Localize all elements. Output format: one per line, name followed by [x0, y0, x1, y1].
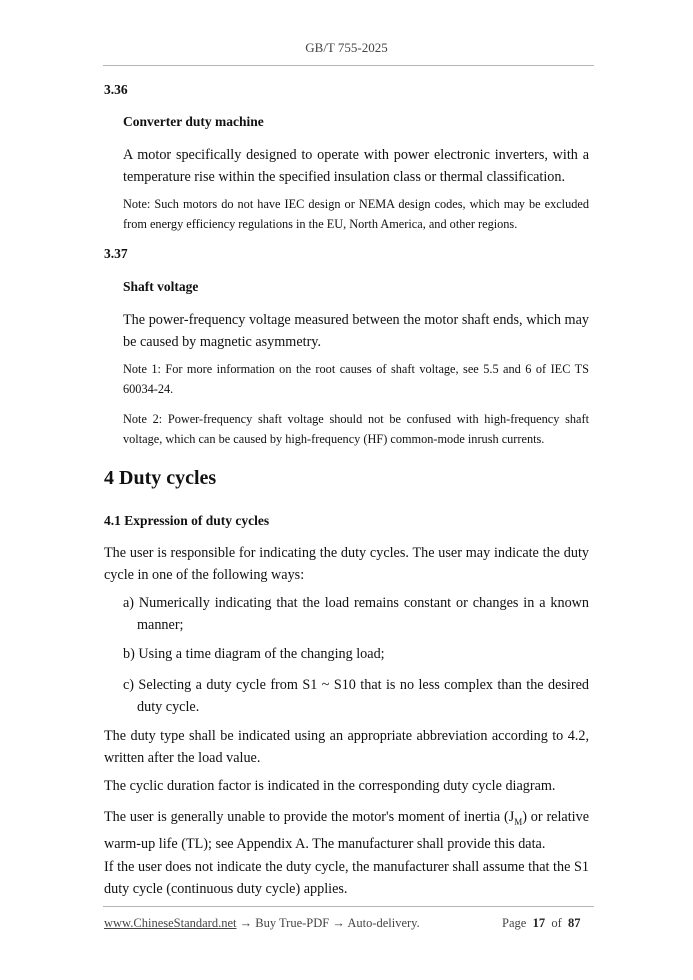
inertia-text-end: ) or relative warm-up life (TL); see Appendix A. The manufacturer shall provide this data. [104, 809, 589, 852]
document-header [0, 40, 693, 56]
inertia-text-start: The user is generally unable to provide the motor's moment of inertia (J [104, 809, 515, 825]
definition-shaft-voltage: The power-frequency voltage measured between the motor shaft ends, which may be caused by magnetic asymmetry. [123, 312, 589, 350]
definition-converter-duty-machine: A motor specifically designed to operate with power electronic inverters, with a temperature rise within the specified insulation class or thermal classification. [123, 147, 589, 185]
note-2-shaft-voltage: Note 2: Power-frequency shaft voltage should not be confused with high-frequency shaft voltage, which can be caused by high-frequency (HF) common-mode inrush currents. [123, 412, 589, 446]
list-item: c) Selecting a duty cycle from S1 ~ S10 that is no less complex than the desired duty cycle. [123, 677, 589, 715]
page-label: Page [502, 916, 527, 930]
of-label: of [551, 916, 562, 930]
section-heading-duty-cycles: 4 Duty cycles [104, 467, 217, 489]
subsection-heading-expression: 4.1 Expression of duty cycles [104, 513, 270, 528]
site-link[interactable]: www.ChineseStandard.net [104, 916, 237, 930]
paragraph-intro: The user is responsible for indicating the duty cycles. The user may indicate the duty cycle in one of the following ways: [104, 545, 589, 583]
page-total: 87 [567, 916, 581, 930]
paragraph-duty-type: The duty type shall be indicated using an appropriate abbreviation according to 4.2, written after the load value. [104, 728, 589, 766]
clause-number-3-37: 3.37 [104, 246, 128, 261]
list-item: a) Numerically indicating that the load remains constant or changes in a known manner; [123, 595, 589, 633]
list-item: b) Using a time diagram of the changing load; [123, 646, 385, 662]
page-current: 17 [532, 916, 546, 930]
term-shaft-voltage: Shaft voltage [123, 279, 199, 294]
footer-links [104, 916, 420, 931]
page-indicator [502, 916, 580, 931]
clause-number-3-36: 3.36 [104, 82, 128, 97]
paragraph-default-duty: If the user does not indicate the duty cycle, the manufacturer shall assume that the S1 duty cycle (continuous duty cycle) applies. [104, 859, 589, 897]
paragraph-moment-of-inertia [104, 806, 589, 855]
term-converter-duty-machine: Converter duty machine [123, 114, 264, 129]
note-converter-duty-machine: Note: Such motors do not have IEC design or NEMA design codes, which may be excluded from energy efficiency regulations in the EU, North America, and other regions. [123, 197, 589, 231]
footer-divider [103, 906, 594, 907]
inertia-subscript: M [514, 816, 523, 827]
auto-delivery-text: Auto-delivery. [347, 916, 420, 930]
buy-true-pdf-link[interactable]: Buy True-PDF [255, 916, 330, 930]
arrow-right-icon: → [332, 916, 345, 930]
document-id: GB/T 755-2025 [305, 40, 388, 55]
note-1-shaft-voltage: Note 1: For more information on the root causes of shaft voltage, see 5.5 and 6 of IEC TS 60034-24. [123, 362, 589, 396]
paragraph-cyclic-duration: The cyclic duration factor is indicated in the corresponding duty cycle diagram. [104, 778, 556, 794]
arrow-right-icon: → [239, 916, 253, 930]
header-divider [103, 65, 594, 66]
